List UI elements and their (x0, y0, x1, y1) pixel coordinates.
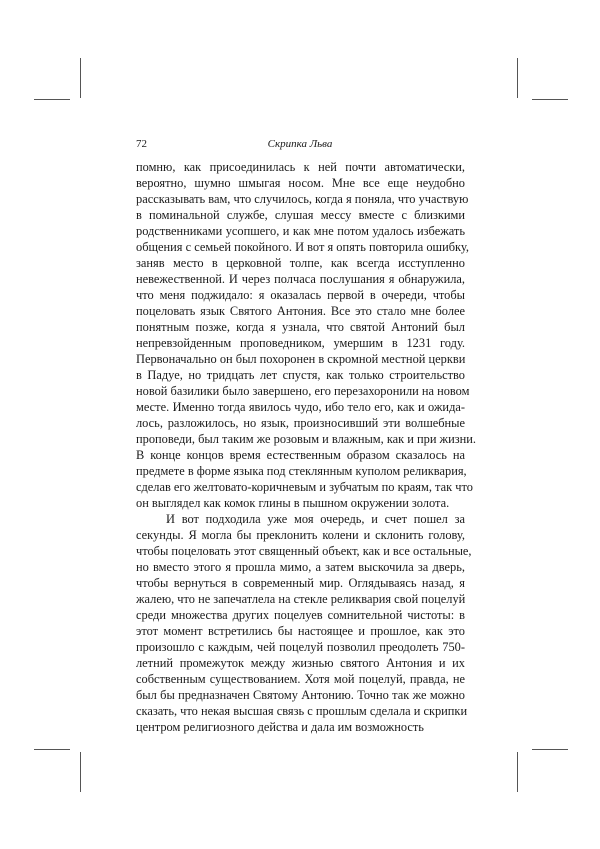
text-line: заняв место в церковной толпе, как всегда исступленно (136, 256, 465, 270)
text-line: он выглядел как комок глины в пышном окружении золота. (136, 496, 450, 510)
text-line: лось, разложилось, но язык, произносивший эти волшебные (136, 416, 465, 430)
body-text (136, 159, 477, 735)
page-number: 72 (136, 138, 147, 150)
text-line: сказать, что некая высшая связь с прошлым сделала и скрипки (136, 704, 468, 718)
crop-mark-bottom-right-h (532, 749, 568, 750)
text-line: центром религиозного действа и дала им возможность (136, 720, 424, 734)
crop-mark-top-right (517, 58, 518, 98)
text-line: В конце концов время естественным образом сказалось на (136, 448, 465, 462)
running-title: Скрипка Льва (267, 138, 333, 150)
text-line: что меня поджидало: я оказалась первой в очереди, чтобы (136, 288, 465, 302)
text-line: собственным существованием. Хотя мой поцелуй, правда, не (136, 672, 465, 686)
text-line: месте. Именно тогда явилось чудо, ибо тело его, как и ожида- (136, 400, 465, 414)
crop-mark-bottom-left (80, 752, 81, 792)
text-line: поцеловать язык Святого Антония. Все это стало мне более (136, 304, 465, 318)
text-line: общения с семьей покойного. И вот я опять повторила ошибку, (136, 240, 469, 254)
text-line: предмете в форме языка под стеклянным куполом реликвария, (136, 464, 467, 478)
text-line: произошло с каждым, чей поцелуй позволил преодолеть 750- (136, 640, 465, 654)
text-line: в поминальной службе, слушая мессу вместе с близкими (136, 208, 465, 222)
crop-mark-top-right-h (532, 99, 568, 100)
text-line: летний промежуток между жизнью святого Антония и их (136, 656, 465, 670)
text-line: понятным позже, когда я узнала, что святой Антоний был (136, 320, 465, 334)
text-line: сделав его желтовато-коричневым и зубчатым по краям, так что (136, 480, 473, 494)
text-line: в Падуе, но тридцать лет спустя, как только строительство (136, 368, 465, 382)
text-line: невежественной. И через полчаса послушания я обнаружила, (136, 272, 465, 286)
crop-mark-top-left (80, 58, 81, 98)
text-line: И вот подходила уже моя очередь, и счет пошел за (166, 512, 465, 526)
text-line: новой базилики было завершено, его перезахоронили на новом (136, 384, 470, 398)
text-line: вероятно, шумно шмыгая носом. Мне все еще неудобно (136, 176, 465, 190)
text-line: родственниками усопшего, и как мне потом удалось избежать (136, 224, 465, 238)
text-line: помню, как присоединилась к ней почти автоматически, (136, 160, 465, 174)
text-line: жалею, что не запечатлела на стекле реликвария свой поцелуй (136, 592, 466, 606)
text-line: но вместо этого я прошла мимо, а затем выскочила за дверь, (136, 560, 465, 574)
text-line: проповеди, был таким же розовым и влажным, как и при жизни. (136, 432, 477, 446)
text-line: чтобы вернуться в современный мир. Оглядываясь назад, я (136, 576, 465, 590)
text-line: рассказывать вам, что случилось, когда я поняла, что участвую (136, 192, 469, 206)
text-line: непревзойденным проповедником, умершим в 1231 году. (136, 336, 465, 350)
text-line: среди множества других поцелуев сомнительной чистоты: в (136, 608, 465, 622)
crop-mark-bottom-right (517, 752, 518, 792)
paragraph (136, 159, 477, 511)
text-line: был бы предназначен Святому Антонию. Точно так же можно (136, 688, 465, 702)
crop-mark-top-left-h (34, 99, 70, 100)
text-line: секунды. Я могла бы преклонить колени и склонить голову, (136, 528, 465, 542)
text-line: этот момент встретились бы настоящее и прошлое, как это (136, 624, 465, 638)
text-line: Первоначально он был похоронен в скромной местной церкви (136, 352, 466, 366)
crop-mark-bottom-left-h (34, 749, 70, 750)
text-line: чтобы поцеловать этот священный объект, как и все остальные, (136, 544, 472, 558)
paragraph (136, 511, 472, 735)
